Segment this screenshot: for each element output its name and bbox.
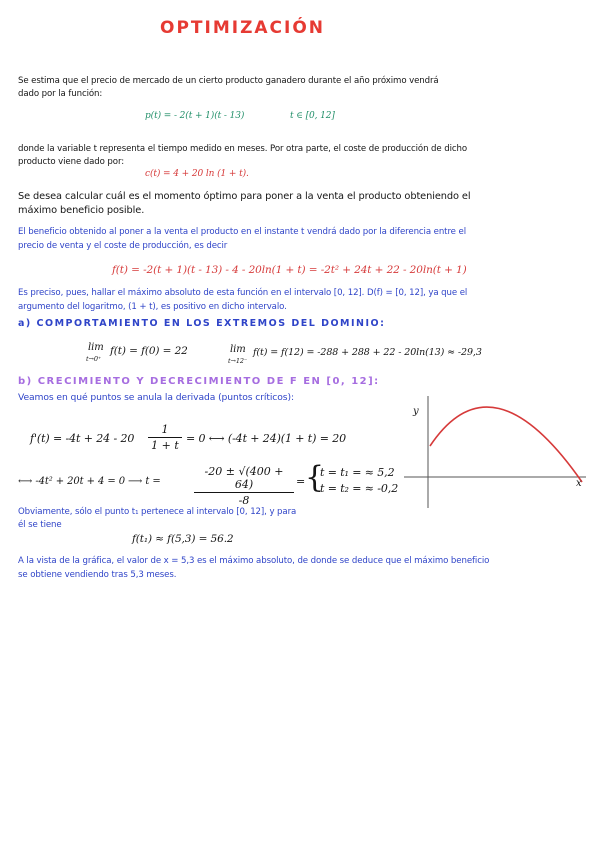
right-limit-lim: lim <box>230 344 246 355</box>
derivative-fraction <box>148 423 182 452</box>
quadratic-frac-num: -20 ± √(400 + 64) <box>204 465 284 491</box>
left-limit-sub: t→0⁺ <box>86 355 102 363</box>
x-axis-label: x <box>576 478 582 489</box>
obvious-line-2: él se tiene <box>18 520 62 530</box>
question-line-1: Se desea calcular cuál es el momento óptimo para poner a la venta el producto obteniendo el <box>18 191 471 202</box>
quadratic-fraction <box>194 465 294 507</box>
intro-line-2: dado por la función: <box>18 89 103 99</box>
derivative-lhs: f'(t) = -4t + 24 - 20 <box>30 432 135 445</box>
max-text-line-1: Es preciso, pues, hallar el máximo absoluto de esta función en el intervalo [0, 12]. D(f) = [0, 12], ya que el <box>18 288 468 298</box>
benefit-curve <box>430 407 582 482</box>
price-domain: t ∈ [0, 12] <box>290 111 335 121</box>
cost-intro-line-2: producto viene dado por: <box>18 157 125 167</box>
price-equation: p(t) = - 2(t + 1)(t - 13) <box>145 111 245 121</box>
section-b-heading: b) CRECIMIENTO Y DECRECIMIENTO DE F EN [0, 12]: <box>18 376 380 387</box>
left-limit-expr: f(t) = f(0) = 22 <box>110 345 188 357</box>
derivative-rhs: = 0 ⟷ (-4t + 24)(1 + t) = 20 <box>186 432 347 445</box>
cost-equation: c(t) = 4 + 20 ln (1 + t). <box>145 169 249 179</box>
question-line-2: máximo beneficio posible. <box>18 205 145 216</box>
function-graph <box>400 390 600 510</box>
solution-2: t = t₂ = ≈ -0,2 <box>320 482 399 495</box>
solution-1: t = t₁ = ≈ 5,2 <box>320 466 395 479</box>
brace-icon: { <box>305 460 324 495</box>
derivative-frac-den: 1 + t <box>151 439 179 452</box>
quadratic-lhs: ⟷ -4t² + 20t + 4 = 0 ⟶ t = <box>18 476 161 487</box>
benefit-intro-line-1: El beneficio obtenido al poner a la venta el producto en el instante t vendrá dado por la diferencia entre el <box>18 227 466 237</box>
benefit-intro-line-2: precio de venta y el coste de producción, es decir <box>18 241 228 251</box>
y-axis-label: y <box>413 406 419 417</box>
left-limit-lim: lim <box>88 342 104 353</box>
conclusion-line-1: A la vista de la gráfica, el valor de x = 5,3 es el máximo absoluto, de donde se deduce que el máximo beneficio <box>18 556 490 566</box>
right-limit-sub: t→12⁻ <box>228 357 248 365</box>
page-title: OPTIMIZACIÓN <box>160 18 326 38</box>
conclusion-line-2: se obtiene vendiendo tras 5,3 meses. <box>18 570 177 580</box>
derivative-frac-num: 1 <box>161 423 169 436</box>
obvious-line-1: Obviamente, sólo el punto t₁ pertenece al intervalo [0, 12], y para <box>18 507 297 517</box>
max-text-line-2: argumento del logaritmo, (1 + t), es positivo en dicho intervalo. <box>18 302 287 312</box>
cost-intro-line-1: donde la variable t representa el tiempo medido en meses. Por otra parte, el coste de producción de dicho <box>18 144 467 154</box>
quadratic-frac-den: -8 <box>238 494 250 507</box>
fraction-bar <box>194 492 294 493</box>
fraction-bar <box>148 437 182 438</box>
intro-line-1: Se estima que el precio de mercado de un cierto producto ganadero durante el año próximo vendrá <box>18 76 439 86</box>
value-equation: f(t₁) ≈ f(5,3) = 56.2 <box>132 533 234 545</box>
right-limit-expr: f(t) = f(12) = -288 + 288 + 22 - 20ln(13) ≈ -29,3 <box>253 347 482 358</box>
benefit-equation: f(t) = -2(t + 1)(t - 13) - 4 - 20ln(1 + t) = -2t² + 24t + 22 - 20ln(t + 1) <box>112 264 467 276</box>
section-a-heading: a) COMPORTAMIENTO EN LOS EXTREMOS DEL DOMINIO: <box>18 318 386 329</box>
section-b-sub: Veamos en qué puntos se anula la derivada (puntos críticos): <box>18 392 294 403</box>
quadratic-equals: = <box>296 475 306 488</box>
